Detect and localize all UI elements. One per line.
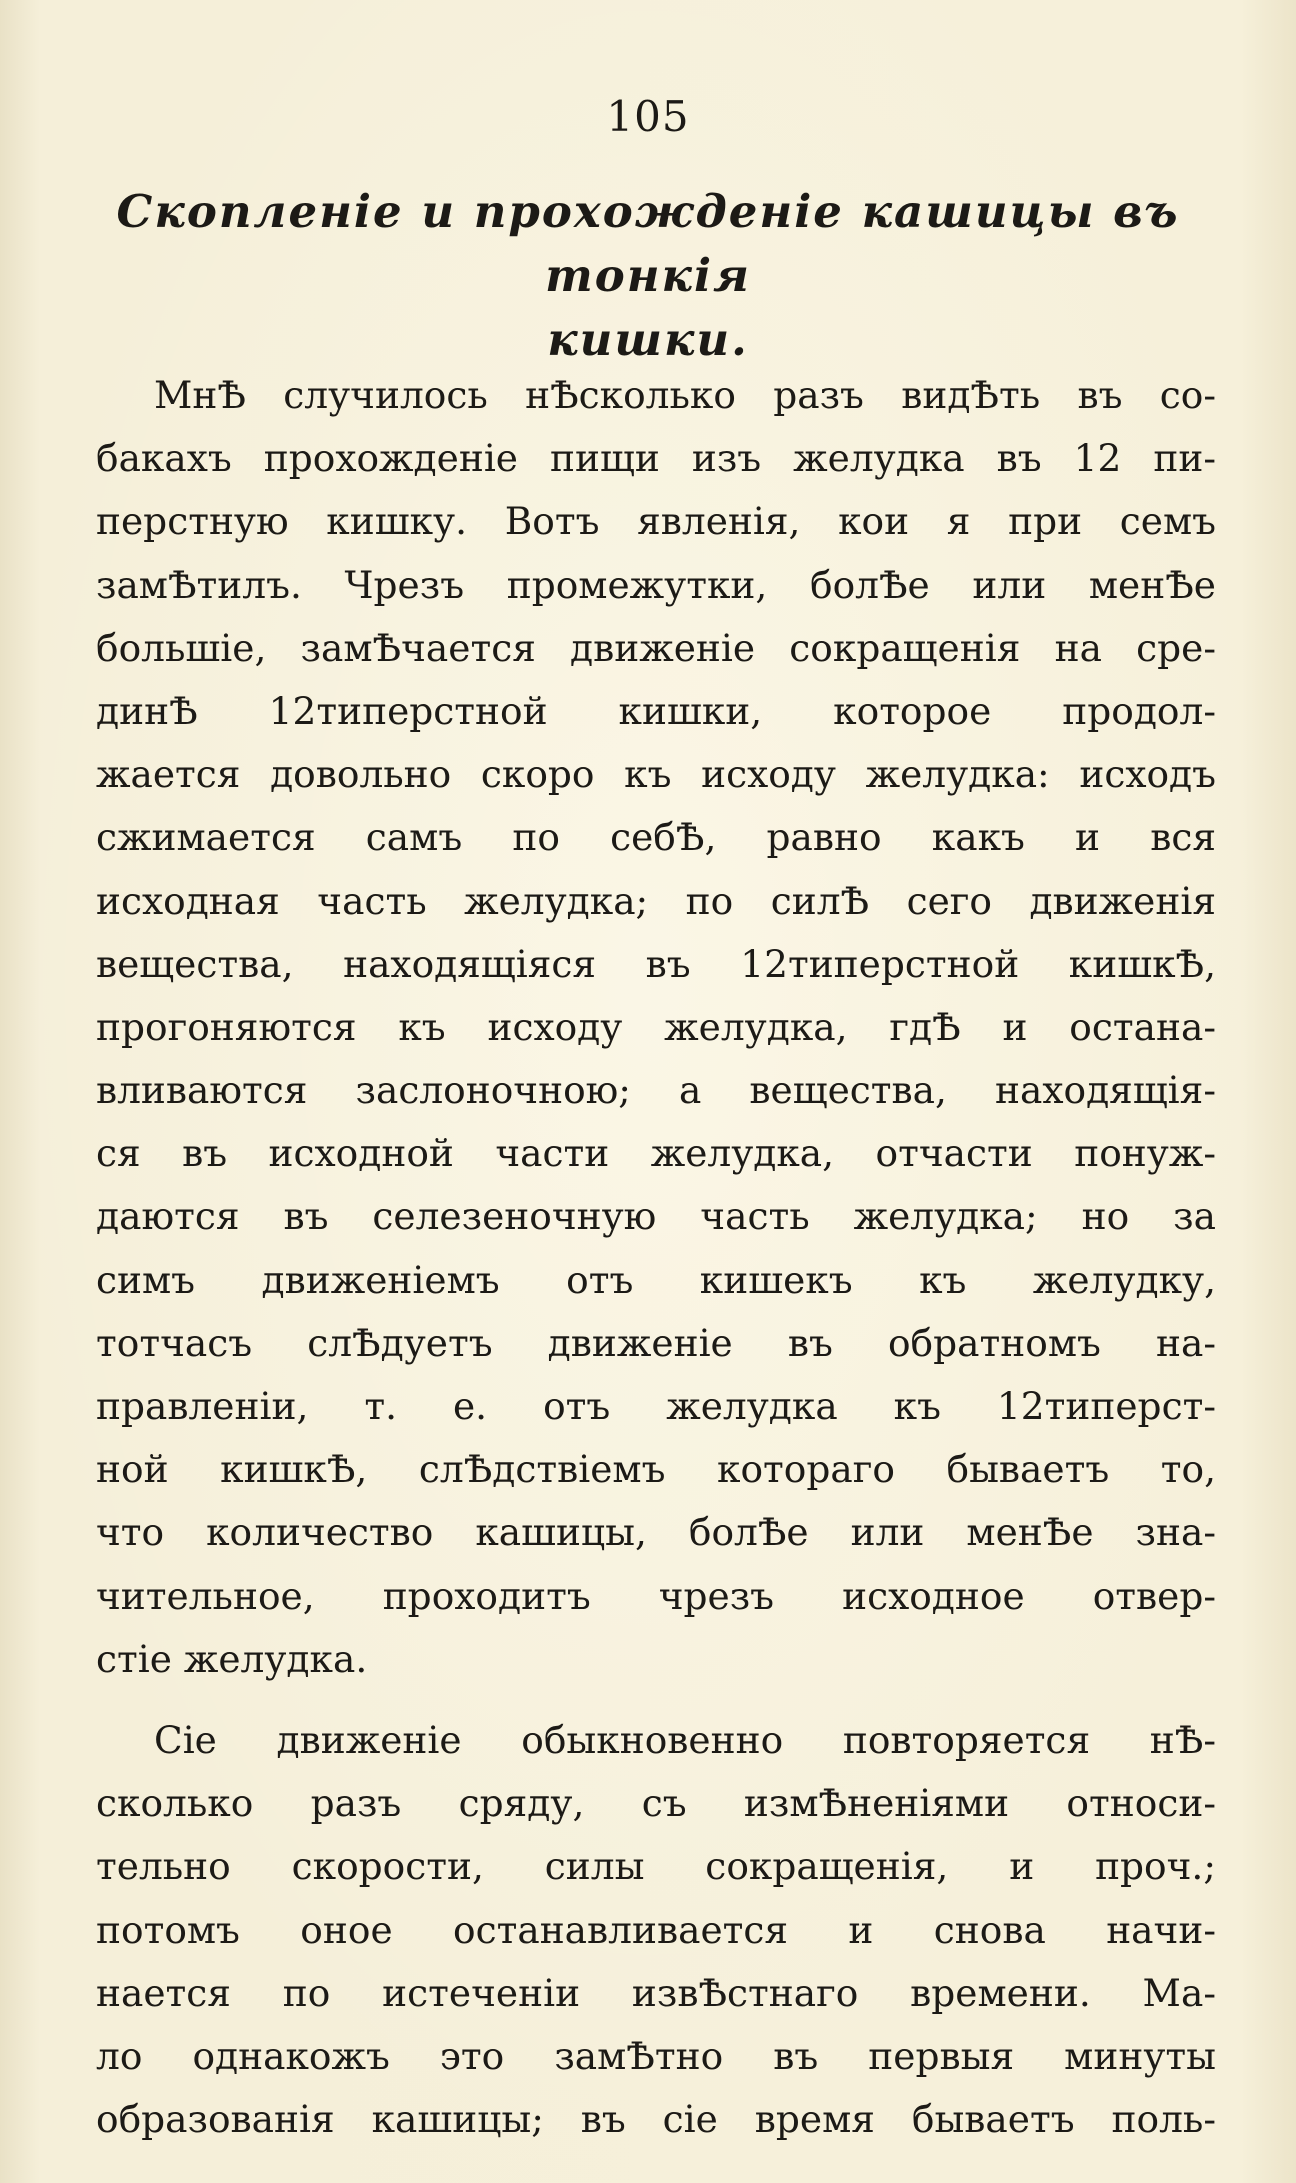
text-line: жается довольно скоро къ исходу желудка: исходъ: [96, 752, 1216, 797]
text-line: перстную кишку. Вотъ явленія, кои я при семъ: [96, 499, 1216, 544]
text-line: даются въ селезеночную часть желудка; но за: [96, 1194, 1216, 1239]
text-line: потомъ оное останавливается и снова начи-: [96, 1907, 1216, 1952]
text-line: тотчасъ слѢдуетъ движеніе въ обратномъ на-: [96, 1320, 1216, 1365]
heading-line: Скопленіе и прохожденіе кашицы въ тонкія: [116, 185, 1180, 302]
text-line: образованія кашицы; въ сіе время бываетъ поль-: [96, 2097, 1216, 2142]
text-line: чительное, проходитъ чрезъ исходное отвер-: [96, 1573, 1216, 1618]
text-line: прогоняются къ исходу желудка, гдѢ и остана-: [96, 1004, 1216, 1049]
text-line: Сіе движеніе обыкновенно повторяется нѢ-: [154, 1717, 1216, 1762]
text-line: ной кишкѢ, слѢдствіемъ котораго бываетъ то,: [96, 1447, 1216, 1492]
text-line: вещества, находящіяся въ 12типерстной кишкѢ,: [96, 941, 1216, 986]
text-line: стіе желудка.: [96, 1636, 368, 1681]
text-line: нается по истеченіи извѢстнаго времени. Ма-: [96, 1970, 1216, 2015]
text-line: ло однакожъ это замѢтно въ первыя минуты: [96, 2033, 1216, 2078]
text-line: сколько разъ сряду, съ измѢненіями относи-: [96, 1781, 1216, 1826]
text-line: большіе, замѢчается движеніе сокращенія на сре-: [96, 625, 1216, 670]
text-line: сжимается самъ по себѢ, равно какъ и вся: [96, 815, 1216, 860]
text-line: симъ движеніемъ отъ кишекъ къ желудку,: [96, 1257, 1216, 1302]
text-line: замѢтилъ. Чрезъ промежутки, болѢе или менѢе: [96, 562, 1216, 607]
text-line: тельно скорости, силы сокращенія, и проч.;: [96, 1844, 1216, 1889]
text-line: МнѢ случилось нѢсколько разъ видѢть въ со-: [154, 373, 1216, 417]
paragraph-gap: [96, 1691, 1216, 1709]
text-line: вливаются заслоночною; а вещества, находящія-: [96, 1068, 1216, 1113]
section-heading: [80, 180, 1216, 372]
text-line: что количество кашицы, болѢе или менѢе зна-: [96, 1510, 1216, 1555]
page-number: 105: [606, 92, 690, 141]
text-line: бакахъ прохожденіе пищи изъ желудка въ 12 пи-: [96, 436, 1216, 481]
text-line: ся въ исходной части желудка, отчасти понуж-: [96, 1131, 1216, 1176]
body-text: [96, 364, 1216, 2151]
text-line: динѢ 12типерстной кишки, которое продол-: [96, 688, 1216, 733]
text-line: правленіи, т. е. отъ желудка къ 12типерст-: [96, 1384, 1216, 1428]
heading-line: кишки.: [547, 313, 749, 366]
text-line: исходная часть желудка; по силѢ сего движенія: [96, 878, 1216, 923]
